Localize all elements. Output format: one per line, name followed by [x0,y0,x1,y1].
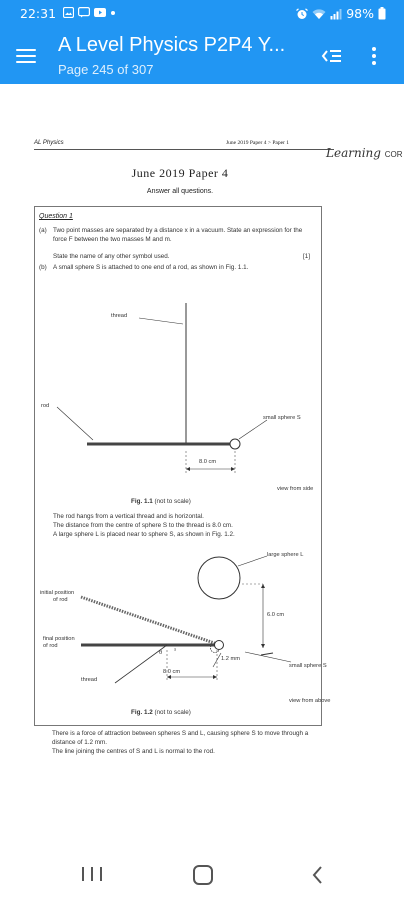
home-icon[interactable] [193,865,213,885]
figure-1-1 [35,207,323,727]
fig2-caption [131,709,191,716]
navigation-bar [0,854,404,900]
fig2-displacement-label: 1.2 mm [221,656,240,662]
battery-icon [378,7,386,20]
app-bar [0,28,404,84]
pdf-page [30,136,404,776]
recents-icon[interactable] [82,867,102,885]
part-a-marks: [1] [303,253,311,260]
instruction-text: Answer all questions. [146,188,214,195]
fig1-rod-label: rod [41,403,50,409]
question-heading: Question 1 [39,213,73,220]
notification-icons [63,7,116,18]
fig1-sphere-label: small sphere S [263,415,301,421]
part-a-text: Two point masses are separated by a distance x in a vacuum. State an expression for the force F between the two masses M and m. [53,227,303,243]
logo-text: Learning [326,146,381,160]
battery-percent: 98% [346,6,374,21]
fig2-angle-label: θ [159,650,163,656]
more-vert-icon[interactable] [360,42,388,70]
back-icon[interactable] [308,864,328,886]
signal-icon [330,8,342,20]
question-box [34,206,331,726]
wifi-icon [312,8,326,20]
part-b-text: A small sphere S is attached to one end of a rod, as shown in Fig. 1.1. [53,264,249,271]
logo-suffix: COR [384,150,403,159]
fig1-caption-rest: (not to scale) [152,498,191,505]
alarm-icon [296,8,308,20]
publisher-logo [326,146,403,160]
page-header-left: AL Physics [34,140,64,146]
fig2-initial-label-2: of rod [53,597,68,603]
table-of-contents-icon[interactable] [318,42,346,70]
system-icons [296,6,386,21]
para-2: The distance from the centre of sphere S to the thread is 8.0 cm. [53,522,233,529]
status-bar [0,0,404,28]
app-icon [94,7,106,18]
part-b-label: (b) [39,264,47,271]
initial-rod [81,597,217,644]
part-a-text2: State the name of any other symbol used. [53,253,170,260]
menu-icon[interactable] [10,40,42,72]
sphere-l [198,557,240,599]
dot-icon [110,10,116,16]
para-5: The line joining the centres of S and L is normal to the rod. [52,748,215,755]
photo-icon [63,7,74,18]
fig2-thread-label: thread [81,677,98,683]
fig1-caption-bold: Fig. 1.1 [131,498,153,505]
fig2-caption-bold: Fig. 1.2 [131,709,153,716]
fig1-distance-label: 8.0 cm [199,459,217,465]
fig1-view-label: view from side [277,486,314,492]
fig2-separation-label: 6.0 cm [267,612,285,618]
fig1-caption [131,498,191,505]
status-time: 22:31 [20,6,57,21]
page-indicator: Page 245 of 307 [58,62,154,77]
header-rule [34,149,334,150]
paper-title: June 2019 Paper 4 [131,166,229,180]
part-a-label: (a) [39,227,47,234]
message-icon [78,7,90,18]
fig2-final-label: final position [43,636,75,642]
fig2-distance-label: 8.0 cm [163,669,181,675]
fig2-view-label: view from above [289,698,331,704]
fig2-caption-rest: (not to scale) [152,709,191,716]
fig2-initial-label: initial position [40,590,75,596]
sphere-s [230,439,240,449]
para-3: A large sphere L is placed near to sphere S, as shown in Fig. 1.2. [53,531,235,538]
fig2-small-sphere-label: small sphere S [289,663,327,669]
fig2-final-label-2: of rod [43,643,58,649]
para-1: The rod hangs from a vertical thread and is horizontal. [53,513,204,520]
document-title: A Level Physics P2P4 Y... [58,34,286,56]
fig2-large-sphere-label: large sphere L [267,552,304,558]
document-viewer[interactable] [0,84,404,854]
page-header-right: June 2019 Paper 4 > Paper 1 [226,140,289,146]
para-4: There is a force of attraction between spheres S and L, causing sphere S to move through a distance of 1.2 mm. [52,730,309,746]
fig1-thread-label: thread [111,313,128,319]
